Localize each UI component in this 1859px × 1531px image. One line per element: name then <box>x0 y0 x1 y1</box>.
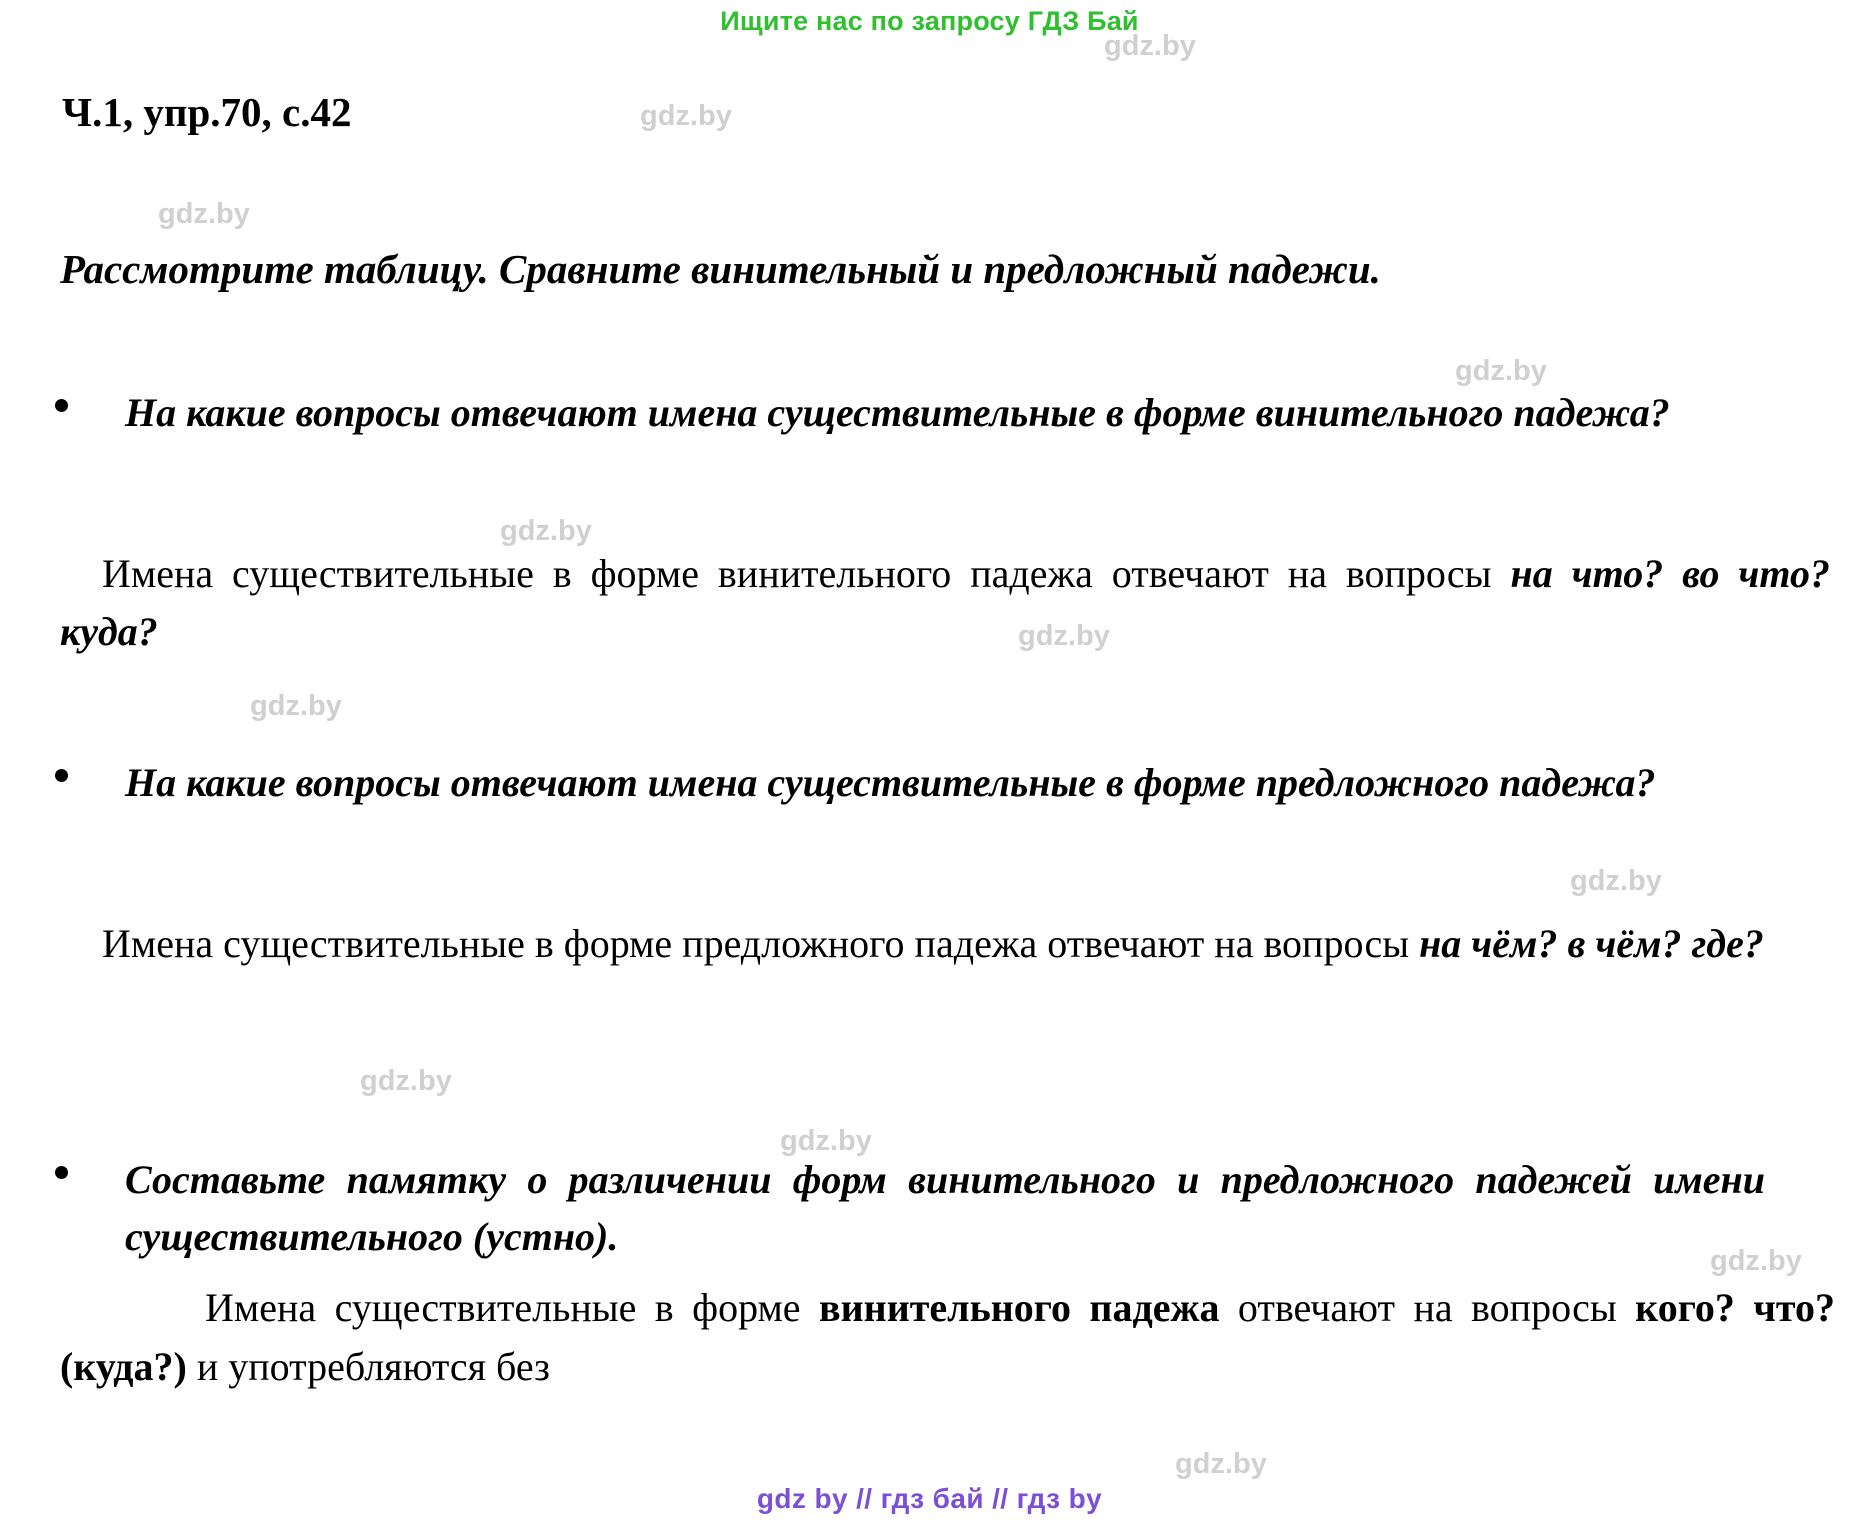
watermark: gdz.by <box>1455 355 1547 387</box>
bullet-dot-icon <box>55 399 68 412</box>
bullet-dot-icon <box>55 769 68 782</box>
site-promo-banner: Ищите нас по запросу ГДЗ Бай <box>720 6 1139 36</box>
list-item <box>0 1152 1765 1266</box>
watermark: gdz.by <box>640 100 732 132</box>
site-footer: gdz by // гдз бай // гдз by <box>756 1483 1103 1514</box>
answer-emphasis: на что? во что? куда? <box>60 551 1831 655</box>
answer-emphasis: винительного падежа <box>819 1285 1220 1330</box>
answer-part: и употребляются без <box>186 1344 550 1390</box>
question-text: На какие вопросы отвечают имена существительные в форме предложного падежа? <box>125 760 1656 805</box>
bullet-dot-icon <box>55 1166 68 1179</box>
answer-emphasis: на чём? в чём? где? <box>1419 921 1764 966</box>
page-title: Ч.1, упр.70, с.42 <box>62 89 352 135</box>
answer-emphasis: кого? что? (куда?) <box>60 1285 1835 1390</box>
question-text: Составьте памятку о различении форм винительного и предложного падежей имени существительного (устно). <box>125 1157 1765 1259</box>
watermark: gdz.by <box>1570 865 1662 897</box>
answer-part: Имена существительные в форме винительного падежа отвечают на вопросы <box>102 551 1511 596</box>
watermark: gdz.by <box>500 515 592 547</box>
watermark: gdz.by <box>360 1065 452 1097</box>
answer-part: Имена существительные в форме предложного падежа отвечают на вопросы <box>102 921 1420 966</box>
watermark: gdz.by <box>780 1125 872 1157</box>
task-instruction: Рассмотрите таблицу. Сравните винительный и предложный падежи. <box>60 246 1381 292</box>
watermark: gdz.by <box>250 690 342 722</box>
watermark: gdz.by <box>1018 620 1110 652</box>
answer-part: Имена существительные в форме <box>205 1285 819 1330</box>
watermark: gdz.by <box>1104 30 1196 62</box>
list-item <box>0 385 1760 442</box>
answer-text <box>60 545 1830 662</box>
list-item <box>0 755 1760 812</box>
watermark: gdz.by <box>1710 1245 1802 1277</box>
question-text: На какие вопросы отвечают имена существительные в форме винительного падежа? <box>125 390 1670 435</box>
watermark: gdz.by <box>1175 1448 1267 1480</box>
answer-part: отвечают на вопросы <box>1219 1285 1636 1330</box>
answer-text <box>60 915 1830 973</box>
answer-text <box>60 1278 1835 1396</box>
watermark: gdz.by <box>158 198 250 230</box>
